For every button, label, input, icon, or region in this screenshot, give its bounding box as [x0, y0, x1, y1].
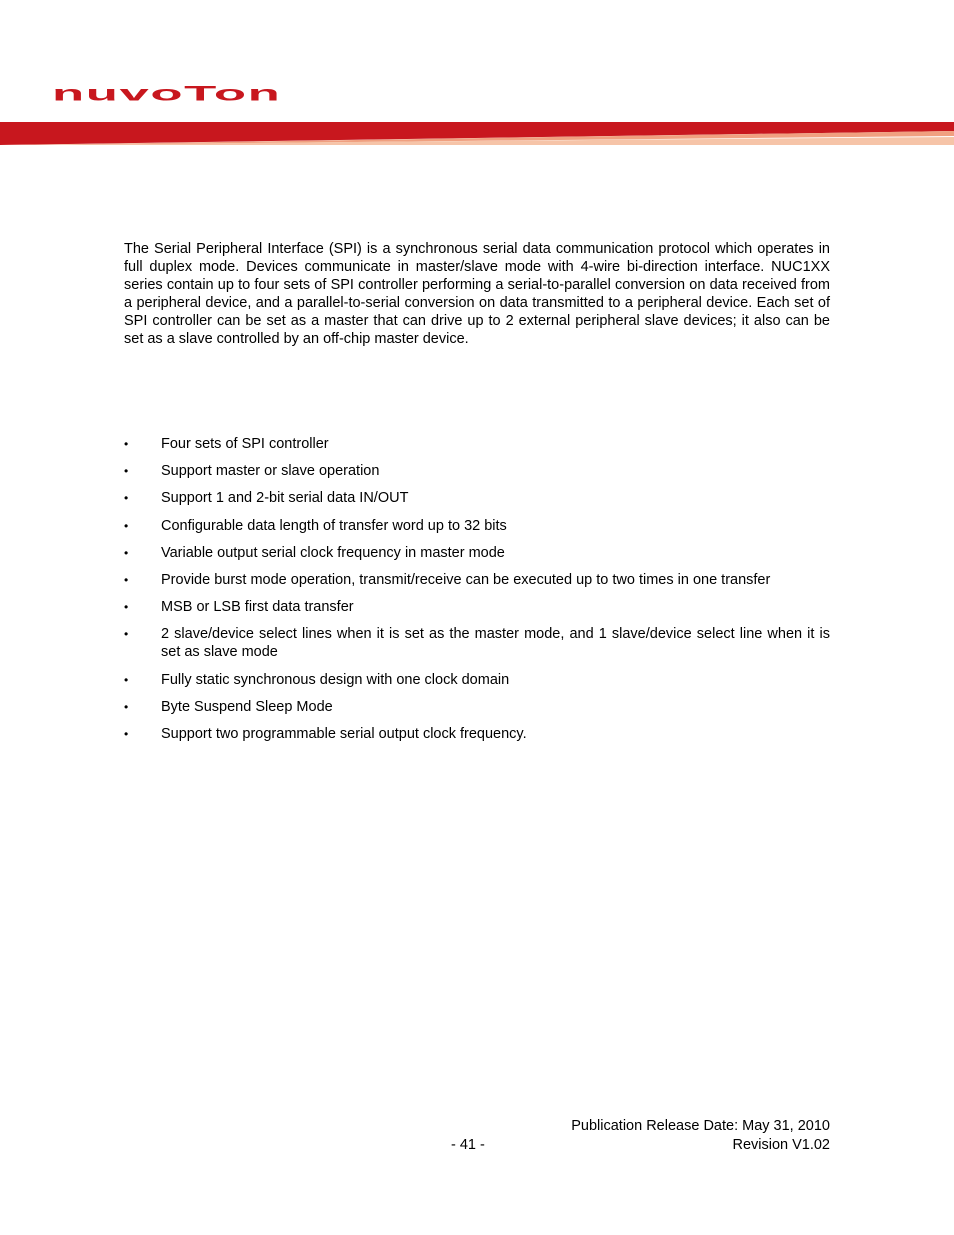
bullet-icon: • [124, 518, 129, 533]
header-banner [0, 0, 954, 150]
feature-text: Byte Suspend Sleep Mode [161, 698, 333, 715]
bullet-icon: • [124, 491, 129, 506]
feature-text: Four sets of SPI controller [161, 436, 329, 452]
feature-text: Support 1 and 2-bit serial data IN/OUT [161, 490, 409, 507]
feature-text: Configurable data length of transfer word up to 32 bits [161, 517, 507, 534]
bullet-icon: • [124, 672, 129, 687]
feature-text: 2 slave/device select lines when it is set as the master mode, and 1 slave/device select line when it is set as slave mode [161, 626, 830, 661]
list-item [124, 726, 830, 744]
bullet-icon: • [124, 699, 129, 714]
list-item [124, 599, 830, 617]
bullet-icon: • [124, 726, 129, 741]
feature-text: MSB or LSB first data transfer [161, 599, 354, 616]
nuvoton-logo: nuvoTon [52, 81, 282, 106]
bullet-icon: • [124, 600, 129, 615]
bullet-icon: • [124, 573, 129, 588]
bullet-icon: • [124, 464, 129, 479]
bullet-icon: • [124, 627, 129, 642]
bullet-icon: • [124, 437, 129, 451]
list-item [124, 545, 830, 563]
feature-text: Support two programmable serial output clock frequency. [161, 725, 527, 742]
bullet-icon: • [124, 545, 129, 560]
list-item [124, 518, 830, 536]
feature-list [124, 436, 830, 753]
publication-release-date: Publication Release Date: May 31, 2010 [571, 1118, 830, 1134]
feature-text: Provide burst mode operation, transmit/receive can be executed up to two times in one transfer [161, 572, 771, 589]
list-item [124, 672, 830, 690]
page-header [0, 0, 954, 150]
feature-text: Variable output serial clock frequency in master mode [161, 544, 505, 561]
list-item [124, 490, 830, 508]
list-item [124, 699, 830, 717]
spi-overview-paragraph: The Serial Peripheral Interface (SPI) is a synchronous serial data communication protocol which operates in full duplex mode. Devices communicate in master/slave mode with 4-wire bi-direction interface. NUC1XX series contain up to four sets of SPI controller performing a serial-to-parallel conversion on data received from a peripheral device, and a parallel-to-serial conversion on data transmitted to a peripheral device. Each set of SPI controller can be set as a master that can drive up to 2 external peripheral slave devices; it also can be set as a slave controlled by an off-chip master device. [124, 241, 830, 347]
list-item [124, 463, 830, 481]
list-item [124, 626, 830, 662]
feature-text: Support master or slave operation [161, 463, 380, 480]
list-item [124, 436, 830, 454]
list-item [124, 572, 830, 590]
feature-text: Fully static synchronous design with one clock domain [161, 671, 510, 688]
revision-label: Revision V1.02 [732, 1137, 830, 1153]
page-number: - 41 - [451, 1137, 485, 1153]
